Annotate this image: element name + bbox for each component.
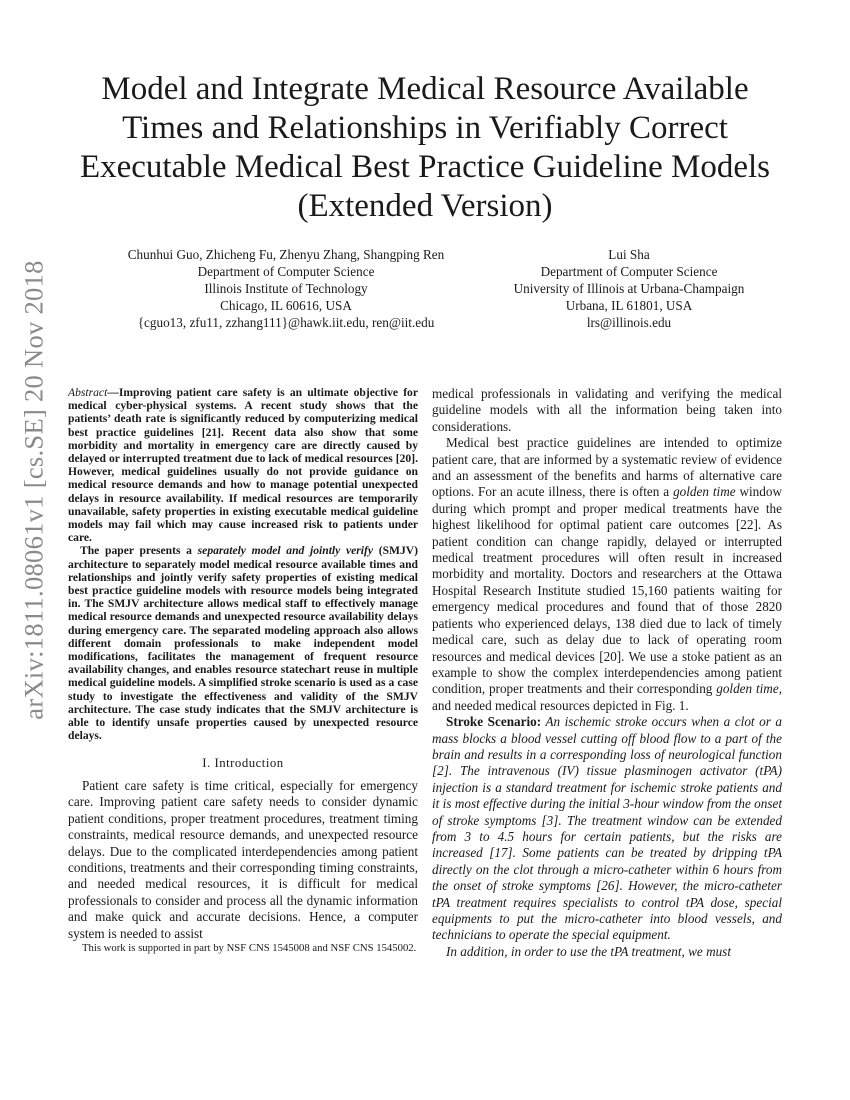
author-department: Department of Computer Science (197, 264, 375, 279)
author-block-right (500, 246, 758, 331)
arxiv-side-stamp (14, 260, 54, 720)
arxiv-identifier: arXiv:1811.08061v1 [cs.SE] 20 Nov 2018 (18, 260, 49, 720)
body-text: Medical best practice guidelines are intended to optimize patient care, that are informed by a systematic review of evidence and an assessment of the benefits and harms of alternative care options. For an acute illness, there is often a (432, 435, 782, 500)
left-column (68, 386, 418, 955)
section-heading: I. Introduction (202, 756, 284, 771)
author-address: Chicago, IL 60616, USA (220, 298, 352, 313)
author-email: lrs@illinois.edu (586, 315, 672, 330)
footnote: This work is supported in part by NSF CNS 1545008 and NSF CNS 1545002. (82, 941, 417, 954)
author-email: {cguo13, zfu11, zzhang111}@hawk.iit.edu, ren@iit.edu (137, 315, 435, 330)
title-line: (Extended Version) (297, 188, 553, 224)
author-address: Urbana, IL 61801, USA (565, 298, 693, 313)
author-institution: University of Illinois at Urbana-Champaign (513, 281, 745, 296)
scenario-paragraph (432, 714, 782, 944)
title-line: Model and Integrate Medical Resource Available (101, 71, 749, 107)
title-line: Times and Relationships in Verifiably Correct (122, 110, 728, 146)
abstract-paragraph (68, 386, 418, 544)
author-names: Chunhui Guo, Zhicheng Fu, Zhenyu Zhang, Shangping Ren (127, 247, 445, 262)
body-text: , and needed medical resources depicted in Fig. 1. (432, 681, 782, 713)
body-emphasis: golden time (716, 681, 779, 697)
body-emphasis: golden time (673, 484, 736, 500)
author-block-left (90, 246, 482, 331)
scenario-label: Stroke Scenario: (446, 714, 542, 730)
abstract-text: —Improving patient care safety is an ultimate objective for medical cyber-physical systems. A recent study shows that the patients’ death rate is significantly reduced by computerizing medical best practice guidelines [21]. Recent data also show that some morbidity and mortality in emergency care are directly caused by delayed or interrupted treatment due to lack of medical resources [20]. However, medical guidelines usually do not provide guidance on medical resource demands and how to manage potential unexpected delays in resource availability. If medical resources are temporarily unavailable, safety properties in existing executable medical guideline models may fail which may cause increased risk to patients under care. (68, 386, 418, 545)
abstract-paragraph (68, 544, 418, 742)
abstract-text: The paper presents a (80, 544, 198, 558)
right-column (432, 386, 782, 960)
abstract-emphasis: separately model and jointly verify (197, 544, 374, 558)
author-department: Department of Computer Science (540, 264, 718, 279)
abstract-text: (SMJV) architecture to separately model medical resource available times and relationships and jointly verify safety properties of existing medical best practice guideline models with resource models being integrated in. The SMJV architecture allows medical staff to effectively manage medical resource demands and unexpected resource availability delays during emergency care. The separated modeling approach also allows different domain professionals to make independent model modifications, facilitates the management of frequent resource availability changes, and enables resource statechart reuse in multiple medical guideline models. A simplified stroke scenario is used as a case study to investigate the effectiveness and validity of the SMJV architecture. The case study indicates that the SMJV architecture is able to identify unsafe properties caused by unexpected resource delays. (68, 544, 418, 743)
body-paragraph: In addition, in order to use the tPA treatment, we must (446, 943, 731, 959)
title-line: Executable Medical Best Practice Guideline Models (79, 149, 771, 185)
abstract-label: Abstract (68, 386, 108, 399)
abstract (68, 386, 418, 742)
author-names: Lui Sha (608, 247, 650, 262)
body-paragraph (432, 435, 782, 714)
intro-paragraph: Patient care safety is time critical, especially for emergency care. Improving patient care safety needs to consider dynamic patient conditions, proper treatment procedures, treatment timing constraints, medical resource demands, and unexpected resource delays. Due to the complicated interdependencies among patient conditions, treatments and their corresponding timing constraints, and needed medical resources, it is difficult for medical professionals to consider and process all the dynamic information and make quick and accurate decisions. Hence, a computer system is needed to assist (68, 777, 418, 941)
scenario-text: An ischemic stroke occurs when a clot or a mass blocks a blood vessel cutting off blood flow to a part of the brain and results in a corresponding loss of neurological function [2]. The intravenous (IV) tissue plasminogen activator (tPA) injection is a standard treatment for ischemic stroke patients and it is most effective during the initial 3-hour window from the onset of stroke symptoms [3]. The treatment window can be extended from 3 to 4.5 hours for certain patients, but the risks are increased [17]. Some patients can be treated by dripping tPA directly on the clot through a micro-catheter within 6 hours from the onset of stroke symptoms [26]. However, the micro-catheter tPA treatment requires specialists to control tPA dose, special equipments to put the micro-catheter into blood vessels, and technicians to operate the special equipment. (432, 714, 782, 943)
body-text: window during which prompt and proper medical treatments have the highest likelihood for optimal patient care outcomes [22]. As patient condition can change rapidly, delayed or interrupted medical treatment procedures will often result in increased morbidity and mortality. Doctors and researchers at the Ottawa Hospital Research Institute studied 15,160 patients waiting for emergency medical procedures and found that of those 2820 patients who experienced delays, 138 died due to lack of timely medical care, such as delay due to lack of operating room resources and medical devices [20]. We use a stoke patient as an example to show the complex interdependencies among patient condition, proper treatments and their corresponding (432, 484, 782, 697)
author-institution: Illinois Institute of Technology (204, 281, 368, 296)
body-paragraph: medical professionals in validating and verifying the medical guideline models with all the information being taken into considerations. (432, 386, 782, 434)
paper-title (60, 70, 790, 226)
